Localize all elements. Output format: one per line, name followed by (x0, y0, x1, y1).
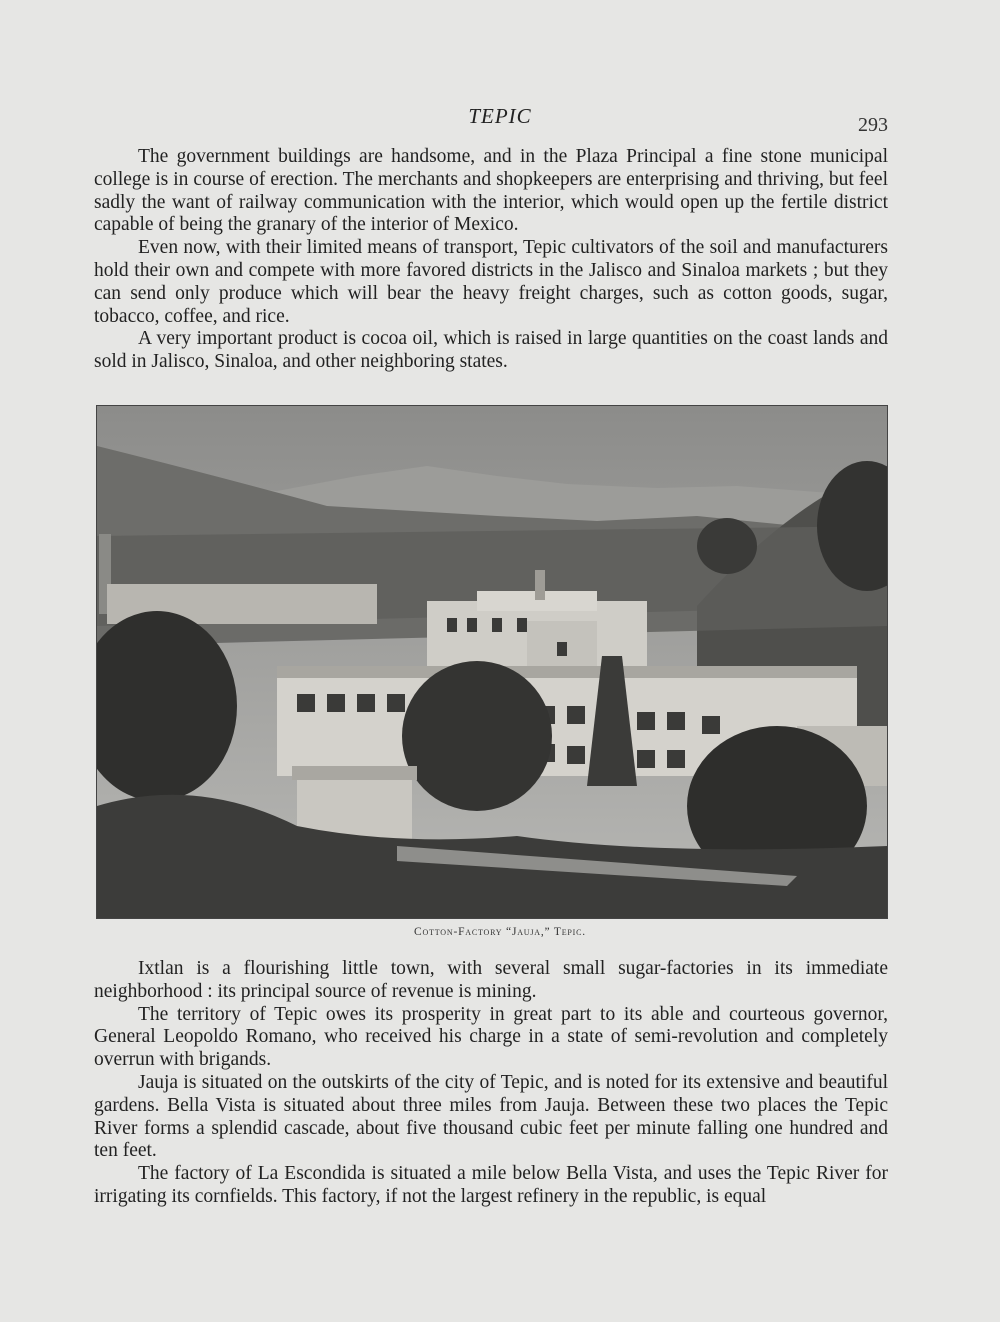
small-chimney (535, 570, 545, 600)
pavilion-roof (292, 766, 417, 780)
parapet (277, 666, 857, 678)
page-number: 293 (858, 114, 888, 136)
paragraph: Even now, with their limited means of transport, Tepic cultivators of the soil and manufacturers hold their own and compete with more favored districts in the Jalisco and Sinaloa markets ; but they can send only produce which will bear the heavy freight charges, such as cotton goods, sugar, tobacco, coffee, and rice. (94, 237, 888, 327)
body-text-top (94, 146, 888, 374)
paragraph: Ixtlan is a flourishing little town, with several small sugar-factories in its immediate neighborhood : its principal source of revenue is mining. (94, 958, 888, 1002)
running-head: TEPIC (468, 104, 532, 128)
paragraph: The government buildings are handsome, and in the Plaza Principal a fine stone municipal college is in course of erection. The merchants and shopkeepers are enterprising and thriving, but feel sadly the want of railway communication with the interior, which would open up the fertile district capable of being the granary of the interior of Mexico. (94, 146, 888, 236)
paragraph: The territory of Tepic owes its prosperity in great part to its able and courteous governor, General Leopoldo Romano, who received his charge in a state of semi-revolution and completely overrun with brigands. (94, 1003, 888, 1071)
body-text-bottom (94, 958, 888, 1209)
figure-caption: Cotton-Factory “Jauja,” Tepic. (414, 926, 586, 938)
tree-distant (697, 518, 757, 574)
photo-illustration (97, 406, 887, 918)
factory-photograph (96, 405, 888, 919)
paragraph: A very important product is cocoa oil, which is raised in large quantities on the coast lands and sold in Jalisco, Sinaloa, and other neighboring states. (94, 328, 888, 373)
paragraph: The factory of La Escondida is situated a mile below Bella Vista, and uses the Tepic River for irrigating its cornfields. This factory, if not the largest refinery in the republic, is equal (94, 1163, 888, 1207)
tree-center (402, 661, 552, 811)
paragraph: Jauja is situated on the outskirts of the city of Tepic, and is noted for its extensive and beautiful gardens. Bella Vista is situated about three miles from Jauja. Between these two places the Tepic River forms a splendid cascade, about five thousand cubic feet per minute falling one hundred and ten feet. (94, 1071, 888, 1162)
